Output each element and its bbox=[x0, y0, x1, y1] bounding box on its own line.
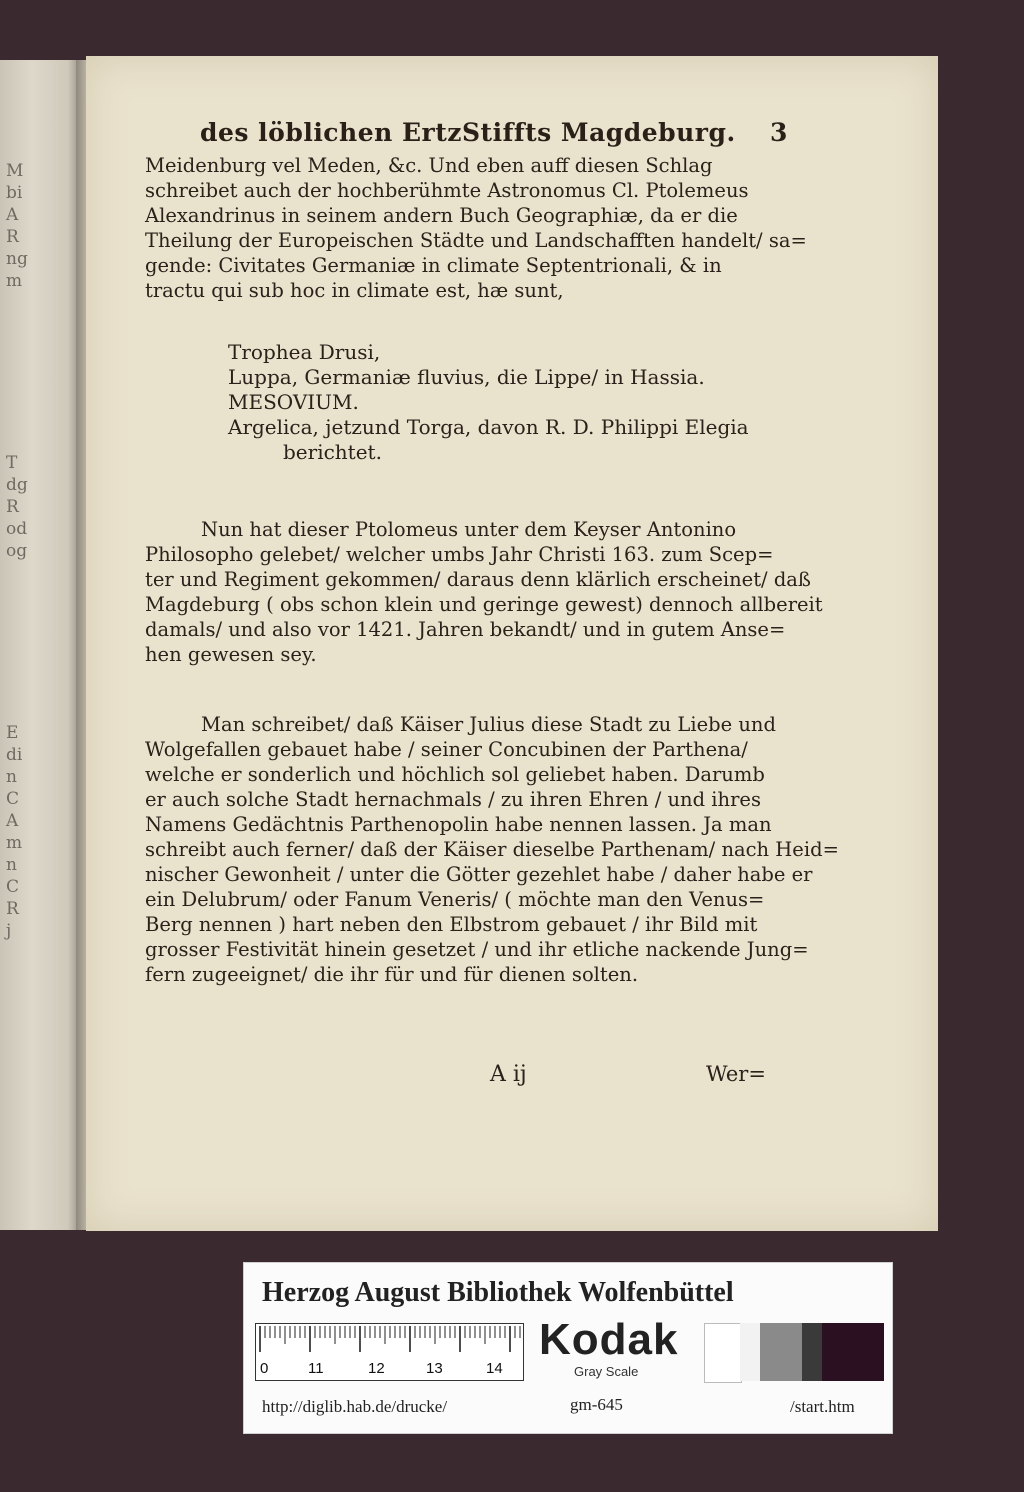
signature-mark: A ij bbox=[490, 1062, 527, 1087]
kodak-logo: Kodak bbox=[539, 1315, 679, 1364]
scale-ruler bbox=[255, 1323, 524, 1381]
left-margin-letter: n bbox=[6, 767, 17, 787]
left-margin-letter: m bbox=[6, 271, 23, 291]
left-margin-letter: R bbox=[6, 227, 19, 247]
ruler-label: 14 bbox=[486, 1360, 503, 1377]
paragraph-antonino-line: Magdeburg ( obs schon klein und geringe gewest) dennoch allbereit bbox=[145, 593, 823, 616]
library-url: http://diglib.hab.de/drucke/ bbox=[262, 1397, 448, 1416]
left-page-margin-letters bbox=[6, 160, 46, 1102]
left-margin-group bbox=[6, 452, 46, 562]
gray-swatch bbox=[760, 1323, 802, 1381]
left-margin-letter: E bbox=[6, 723, 19, 743]
paragraph-julius-line: Berg nennen ) hart neben den Elbstrom gebauet / ihr Bild mit bbox=[145, 913, 758, 936]
paragraph-ptolemeus-line: Alexandrinus in seinem andern Buch Geographiæ, da er die bbox=[145, 204, 738, 227]
paragraph-julius-line: Man schreibet/ daß Käiser Julius diese Stadt zu Liebe und bbox=[201, 713, 776, 736]
left-margin-letter: od bbox=[6, 519, 28, 539]
left-margin-letter: dg bbox=[6, 475, 28, 495]
left-margin-letter: di bbox=[6, 745, 23, 765]
paragraph-ptolemeus-line: Meidenburg vel Meden, &c. Und eben auff diesen Schlag bbox=[145, 154, 713, 177]
gray-swatch bbox=[822, 1323, 884, 1381]
paragraph-julius-line: nischer Gewonheit / unter die Götter gezehlet habe / daher habe er bbox=[145, 863, 813, 886]
catchword: Wer= bbox=[706, 1062, 766, 1086]
left-margin-letter: ng bbox=[6, 249, 28, 269]
gray-swatch bbox=[802, 1323, 822, 1381]
gray-scale-label: Gray Scale bbox=[574, 1364, 639, 1379]
left-margin-letter: m bbox=[6, 833, 23, 853]
running-header bbox=[200, 118, 800, 147]
city-list bbox=[228, 340, 788, 465]
ruler-label: 11 bbox=[308, 1360, 324, 1377]
left-facing-page bbox=[0, 60, 80, 1230]
left-margin-letter: n bbox=[6, 855, 17, 875]
paragraph-julius-line: er auch solche Stadt hernachmals / zu ihren Ehren / und ihres bbox=[145, 788, 761, 811]
gray-scale-swatches bbox=[704, 1323, 886, 1381]
gray-swatch bbox=[704, 1323, 742, 1383]
ruler-labels bbox=[256, 1360, 523, 1378]
left-margin-letter: C bbox=[6, 789, 20, 809]
paragraph-ptolemeus bbox=[145, 153, 807, 303]
left-margin-letter: T bbox=[6, 453, 18, 473]
ruler-label: 13 bbox=[426, 1360, 443, 1377]
paragraph-ptolemeus-line: tractu qui sub hoc in climate est, hæ sunt, bbox=[145, 279, 564, 302]
city-list-item: Trophea Drusi, bbox=[228, 340, 381, 364]
gray-swatch bbox=[740, 1323, 760, 1381]
ruler-label: 0 bbox=[260, 1360, 269, 1377]
shelfmark: gm-645 bbox=[570, 1395, 623, 1414]
paragraph-julius-line: grosser Festivität hinein gesetzet / und ihr etliche nackende Jung= bbox=[145, 938, 809, 961]
left-margin-letter: R bbox=[6, 497, 19, 517]
ruler-ticks bbox=[256, 1324, 523, 1354]
running-header-text: des löblichen ErtzStiffts Magdeburg. bbox=[200, 118, 736, 147]
paragraph-julius-line: schreibt auch ferner/ daß der Käiser dieselbe Parthenam/ nach Heid= bbox=[145, 838, 839, 861]
city-list-item: berichtet. bbox=[283, 440, 382, 464]
left-margin-letter: A bbox=[6, 205, 19, 225]
paragraph-julius bbox=[145, 712, 839, 987]
left-margin-letter: og bbox=[6, 541, 28, 561]
paragraph-julius-line: Namens Gedächtnis Parthenopolin habe nennen lassen. Ja man bbox=[145, 813, 772, 836]
library-title: Herzog August Bibliothek Wolfenbüttel bbox=[262, 1277, 734, 1308]
left-margin-group bbox=[6, 722, 46, 942]
left-margin-letter: A bbox=[6, 811, 19, 831]
paragraph-antonino-line: Nun hat dieser Ptolomeus unter dem Keyser Antonino bbox=[201, 518, 737, 541]
page-number: 3 bbox=[770, 118, 788, 147]
paragraph-julius-line: welche er sonderlich und höchlich sol geliebet haben. Darumb bbox=[145, 763, 765, 786]
paragraph-julius-line: ein Delubrum/ oder Fanum Veneris/ ( möchte man den Venus= bbox=[145, 888, 765, 911]
paragraph-ptolemeus-line: gende: Civitates Germaniæ in climate Septentrionali, & in bbox=[145, 254, 722, 277]
paragraph-antonino-line: Philosopho gelebet/ welcher umbs Jahr Christi 163. zum Scep= bbox=[145, 543, 774, 566]
left-margin-group bbox=[6, 160, 46, 292]
paragraph-antonino-line: ter und Regiment gekommen/ daraus denn klärlich erscheinet/ daß bbox=[145, 568, 811, 591]
paragraph-julius-line: fern zugeeignet/ die ihr für und für dienen solten. bbox=[145, 963, 639, 986]
start-page-path: /start.htm bbox=[790, 1397, 855, 1416]
city-list-item: Argelica, jetzund Torga, davon R. D. Philippi Elegia bbox=[228, 415, 749, 439]
library-strip bbox=[243, 1262, 893, 1434]
ruler-label: 12 bbox=[368, 1360, 385, 1377]
paragraph-ptolemeus-line: schreibet auch der hochberühmte Astronomus Cl. Ptolemeus bbox=[145, 179, 749, 202]
left-margin-letter: M bbox=[6, 161, 24, 181]
left-margin-letter: bi bbox=[6, 183, 23, 203]
city-list-item: Luppa, Germaniæ fluvius, die Lippe/ in Hassia. bbox=[228, 365, 705, 389]
left-margin-letter: j bbox=[6, 921, 12, 941]
paragraph-julius-line: Wolgefallen gebauet habe / seiner Concubinen der Parthena/ bbox=[145, 738, 748, 761]
paragraph-antonino bbox=[145, 517, 823, 667]
paragraph-antonino-line: hen gewesen sey. bbox=[145, 643, 317, 666]
left-margin-letter: C bbox=[6, 877, 20, 897]
paragraph-antonino-line: damals/ und also vor 1421. Jahren bekandt/ und in gutem Anse= bbox=[145, 618, 786, 641]
left-margin-letter: R bbox=[6, 899, 19, 919]
paragraph-ptolemeus-line: Theilung der Europeischen Städte und Landschafften handelt/ sa= bbox=[145, 229, 807, 252]
city-list-item: MESOVIUM. bbox=[228, 390, 359, 414]
